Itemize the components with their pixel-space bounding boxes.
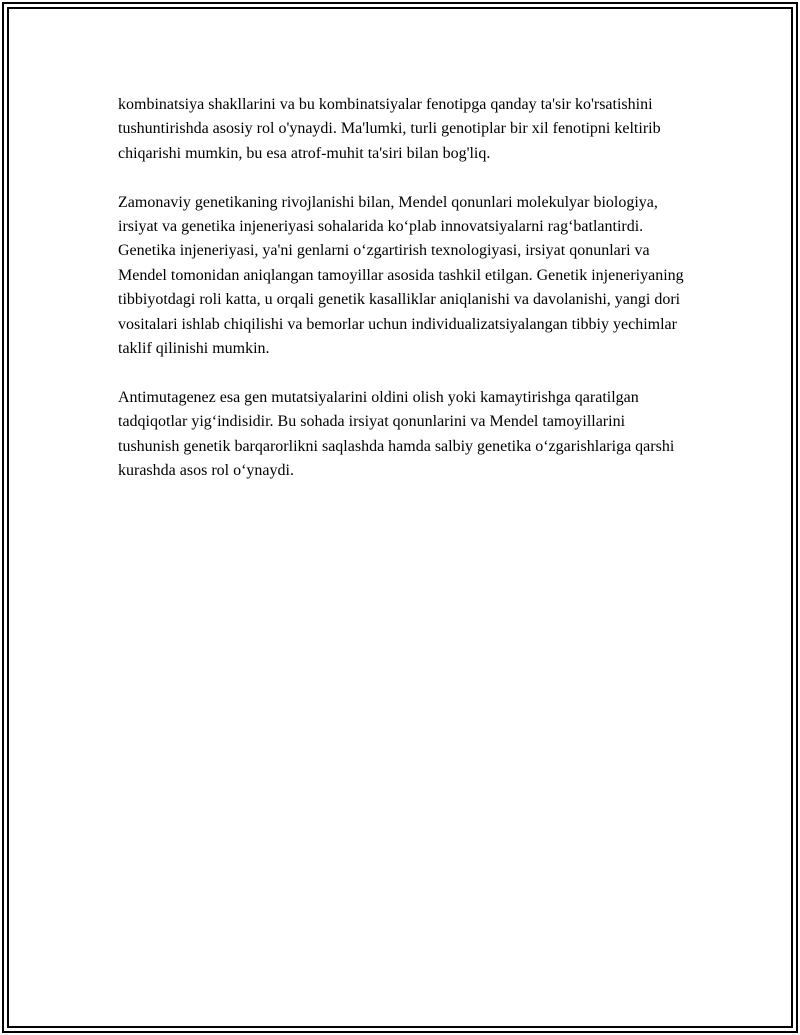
paragraph-2: Zamonaviy genetikaning rivojlanishi bilan, Mendel qonunlari molekulyar biologiya, irsiyat va genetika injeneriyasi sohalarida ko‘plab innovatsiyalarni rag‘batlantirdi. Genetika injeneriyasi, ya'ni genlarni o‘zgartirish texnologiyasi, irsiyat qonunlari va Mendel tomonidan aniqlangan tamoyillar asosida tashkil etilgan. Genetik injeneriyaning tibbiyotdagi roli katta, u orqali genetik kasalliklar aniqlanishi va davolanishi, yangi dori vositalari ishlab chiqilishi va bemorlar uchun individualizatsiyalangan tibbiy yechimlar taklif qilinishi mumkin.: [118, 193, 684, 358]
paragraph-1: kombinatsiya shakllarini va bu kombinatsiyalar fenotipga qanday ta'sir ko'rsatishini tushuntirishda asosiy rol o'ynaydi. Ma'lumki, turli genotiplar bir xil fenotipni keltirib chiqarishi mumkin, bu esa atrof-muhit ta'siri bilan bog'liq.: [118, 96, 661, 162]
paragraph-3: Antimutagenez esa gen mutatsiyalarini oldini olish yoki kamaytirishga qaratilgan tadqiqotlar yig‘indisidir. Bu sohada irsiyat qonunlarini va Mendel tamoyillarini tushunish genetik barqarorlikni saqlashda hamda salbiy genetika o‘zgarishlariga qarshi kurashda asos rol o‘ynaydi.: [118, 388, 675, 480]
document-body: [118, 93, 690, 508]
